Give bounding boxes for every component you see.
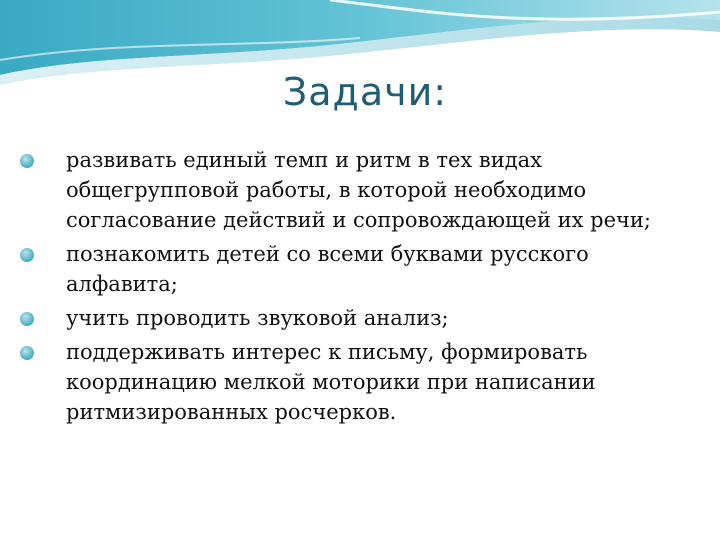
list-item-text: учить проводить звуковой анализ; [66, 306, 449, 330]
list-item [20, 337, 660, 427]
slide-title: Задачи: [282, 70, 448, 114]
bullet-dot-icon [20, 346, 34, 360]
list-item [20, 145, 660, 235]
bullet-list [20, 145, 660, 431]
list-item [20, 303, 660, 333]
list-item-text: познакомить детей со всеми буквами русского алфавита; [66, 242, 589, 296]
list-item-text: поддерживать интерес к письму, формировать координацию мелкой моторики при написании ритмизированных росчерков. [66, 340, 596, 424]
bullet-dot-icon [20, 154, 34, 168]
list-item [20, 239, 660, 299]
bullet-dot-icon [20, 248, 34, 262]
bullet-dot-icon [20, 312, 34, 326]
list-item-text: развивать единый темп и ритм в тех видах общегрупповой работы, в которой необходимо согласование действий и сопровождающей их речи; [66, 148, 651, 232]
